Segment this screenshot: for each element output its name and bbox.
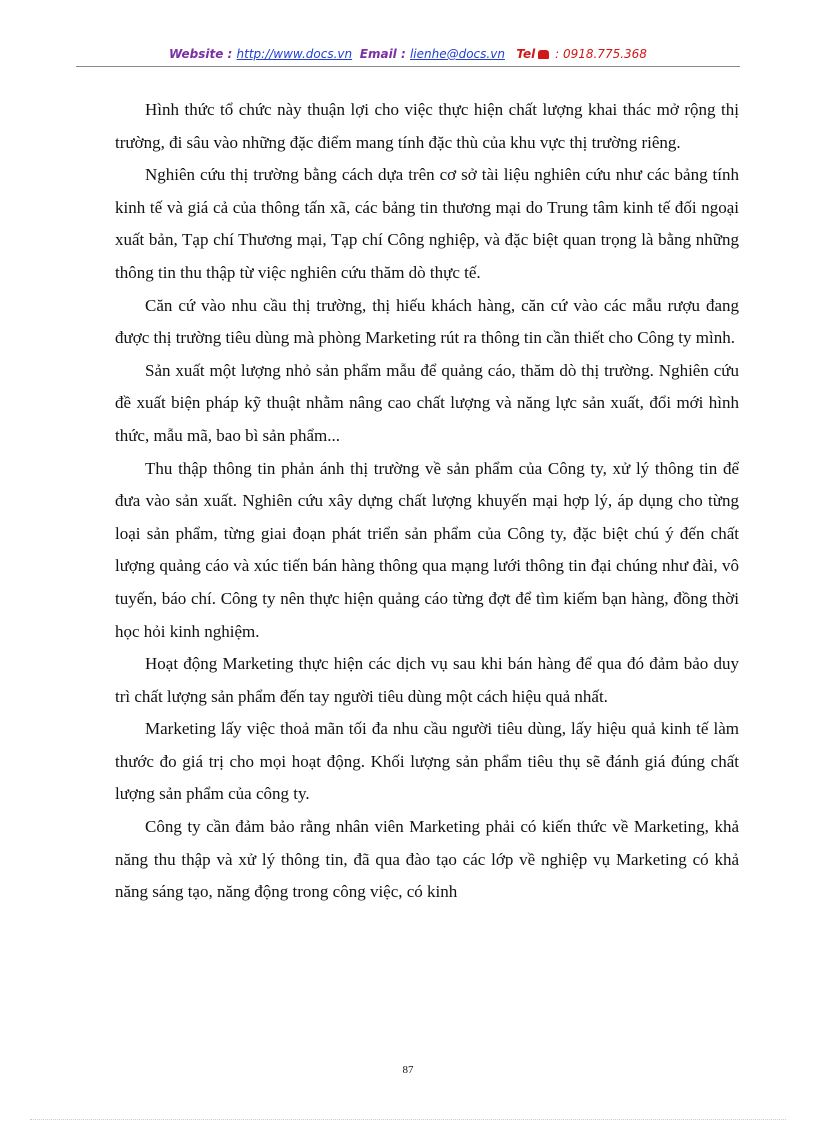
paragraph: Công ty cần đảm bảo rằng nhân viên Marketing phải có kiến thức về Marketing, khả năng thu thập và xử lý thông tin, đã qua đào tạo các lớp về nghiệp vụ Marketing có khả năng sáng tạo, năng động trong công việc, có kinh: [115, 817, 739, 902]
paragraph: Thu thập thông tin phản ánh thị trường về sản phẩm của Công ty, xử lý thông tin để đưa vào sản xuất. Nghiên cứu xây dựng chất lượng khuyến mại hợp lý, áp dụng cho từng loại sản phẩm, từng giai đoạn phát triển sản phẩm của Công ty, đặc biệt chú ý đến chất lượng quảng cáo và xúc tiến bán hàng thông qua mạng lưới thông tin đại chúng như đài, vô tuyến, báo chí. Công ty nên thực hiện quảng cáo từng đợt để tìm kiếm bạn hàng, đồng thời học hỏi kinh nghiệm.: [115, 458, 739, 641]
paragraph: Hoạt động Marketing thực hiện các dịch vụ sau khi bán hàng để qua đó đảm bảo duy trì chất lượng sản phẩm đến tay người tiêu dùng một cách hiệu quả nhất.: [115, 654, 739, 706]
website-link[interactable]: http://www.docs.vn: [236, 47, 353, 61]
website-separator: :: [223, 47, 237, 61]
email-link[interactable]: lienhe@docs.vn: [409, 47, 505, 61]
paragraph: Căn cứ vào nhu cầu thị trường, thị hiếu khách hàng, căn cứ vào các mẫu rượu đang được thị trường tiêu dùng mà phòng Marketing rút ra thông tin cần thiết cho Công ty mình.: [115, 295, 739, 348]
paragraph: Nghiên cứu thị trường bằng cách dựa trên cơ sở tài liệu nghiên cứu như các bảng tính kinh tế và giá cả của thông tấn xã, các bảng tin thương mại do Trung tâm kinh tế đối ngoại xuất bản, Tạp chí Thương mại, Tạp chí Công nghiệp, và đặc biệt quan trọng là bằng những thông tin thu thập từ việc nghiên cứu thăm dò thực tế.: [115, 165, 739, 282]
page-header: [0, 47, 816, 61]
email-label: Email: [359, 47, 397, 61]
website-label: Website: [169, 47, 224, 61]
page-number: 87: [402, 1064, 414, 1076]
header-divider: [76, 66, 740, 67]
tel-separator: :: [551, 47, 563, 61]
footer-divider: [30, 1119, 786, 1120]
paragraph: Sản xuất một lượng nhỏ sản phẩm mẫu để quảng cáo, thăm dò thị trường. Nghiên cứu đề xuất biện pháp kỹ thuật nhằm nâng cao chất lượng và năng lực sản xuất, đổi mới hình thức, mẫu mã, bao bì sản phẩm...: [115, 360, 739, 445]
tel-label: Tel: [516, 47, 536, 61]
phone-icon: [538, 50, 549, 59]
email-separator: :: [396, 47, 410, 61]
tel-number: 0918.775.368: [562, 47, 647, 61]
document-body: [115, 94, 739, 909]
paragraph: Hình thức tổ chức này thuận lợi cho việc thực hiện chất lượng khai thác mở rộng thị trường, đi sâu vào những đặc điểm mang tính đặc thù của khu vực thị trường riêng.: [115, 100, 739, 152]
paragraph: Marketing lấy việc thoả mãn tối đa nhu cầu người tiêu dùng, lấy hiệu quả kinh tế làm thước đo giá trị cho mọi hoạt động. Khối lượng sản phẩm tiêu thụ sẽ đánh giá đúng chất lượng sản phẩm của công ty.: [115, 719, 739, 804]
